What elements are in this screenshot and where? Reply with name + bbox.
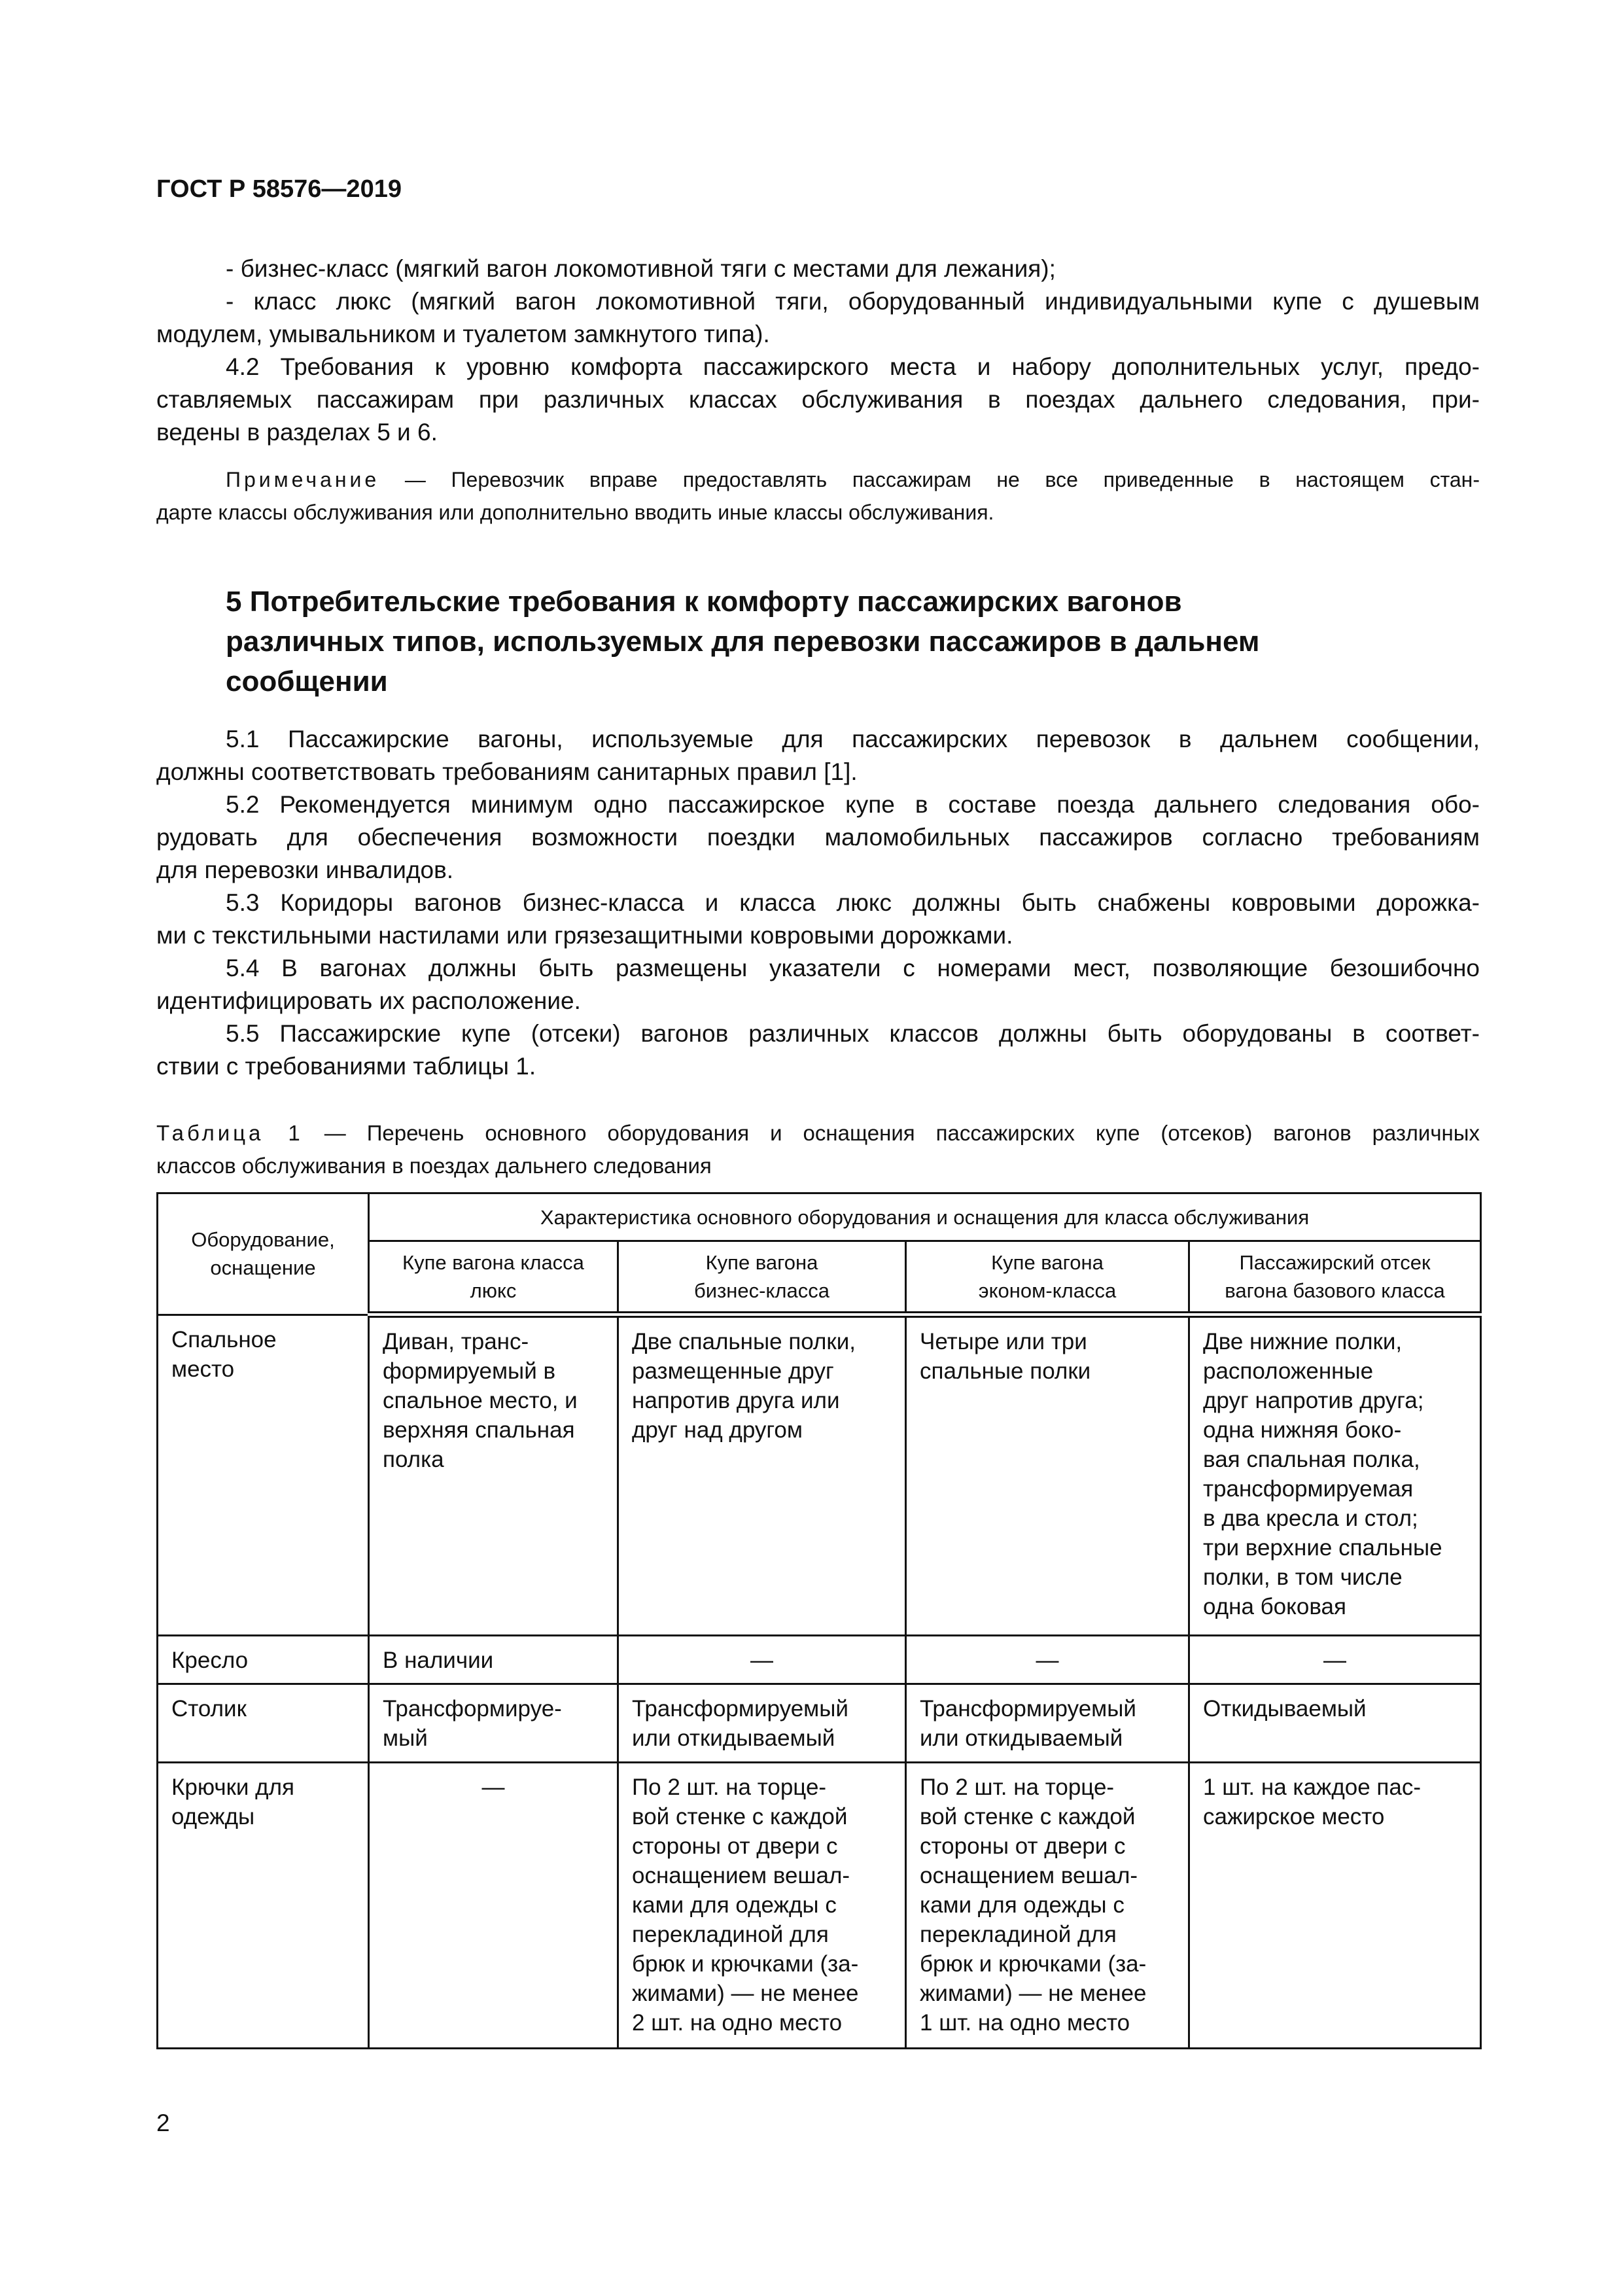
text-line: 5.2 Рекомендуется минимум одно пассажирское купе в составе поезда дальнего следования обо- [226, 791, 1480, 818]
text-line: 4.2 Требования к уровню комфорта пассажирского места и набору дополнительных услуг, предо- [226, 353, 1480, 380]
section-5-title [156, 582, 1480, 701]
document-header: ГОСТ Р 58576—2019 [156, 175, 402, 203]
text-line: ствии с требованиями таблицы 1. [156, 1053, 536, 1080]
table-cell: — [618, 1635, 906, 1684]
text-line: Таблица 1 — Перечень основного оборудования и оснащения пассажирских купе (отсеков) вагонов различных [156, 1121, 1480, 1145]
column-header: Пассажирский отсек вагона базового класса [1189, 1241, 1481, 1315]
caption-label: Таблица 1 [156, 1121, 304, 1145]
table-cell: По 2 шт. на торце- вой стенке с каждой стороны от двери с оснащением вешал- ками для одежды с перекладиной для брюк и крючками (за- жимами) — не менее 2 шт. на одно место [618, 1762, 906, 2048]
table-cell: По 2 шт. на торце- вой стенке с каждой стороны от двери с оснащением вешал- ками для одежды с перекладиной для брюк и крючками (за- жимами) — не менее 1 шт. на одно место [906, 1762, 1189, 2048]
column-header: Купе вагона бизнес-класса [618, 1241, 906, 1315]
table-cell: — [906, 1635, 1189, 1684]
table-cell: Трансформируемый или откидываемый [618, 1684, 906, 1762]
intro-text [156, 253, 1480, 449]
title-line: 5 Потребительские требования к комфорту пассажирских вагонов [226, 586, 1182, 618]
table-cell: Откидываемый [1189, 1684, 1481, 1762]
text-line: 5.1 Пассажирские вагоны, используемые для пассажирских перевозок в дальнем сообщении, [226, 726, 1480, 752]
text-line: 5.3 Коридоры вагонов бизнес-класса и класса люкс должны быть снабжены ковровыми дорожка- [226, 889, 1480, 916]
row-label: Крючки для одежды [158, 1762, 369, 2048]
title-line: различных типов, используемых для перевозки пассажиров в дальнем [226, 626, 1260, 658]
table-caption [156, 1117, 1480, 1182]
equipment-table [156, 1192, 1482, 2049]
table-row [158, 1635, 1481, 1684]
table-cell: Две нижние полки, расположенные друг напротив друга; одна нижняя боко- вая спальная полка, трансформируемая в два кресла и стол; три верхние спальные полки, в том числе одна боковая [1189, 1315, 1481, 1635]
note-label: Примечание [226, 468, 380, 491]
group-header: Характеристика основного оборудования и оснащения для класса обслуживания [369, 1193, 1481, 1241]
text-line: - бизнес-класс (мягкий вагон локомотивной тяги с местами для лежания); [226, 255, 1056, 282]
text-line: Примечание — Перевозчик вправе предоставлять пассажирам не все приведенные в настоящем стан- [226, 468, 1480, 491]
table-cell: В наличии [369, 1635, 618, 1684]
row-label: Столик [158, 1684, 369, 1762]
text-line: идентифицировать их расположение. [156, 987, 581, 1014]
text-line: для перевозки инвалидов. [156, 857, 454, 883]
table-row [158, 1762, 1481, 2048]
table-cell: Трансформируе- мый [369, 1684, 618, 1762]
text-line: классов обслуживания в поездах дальнего следования [156, 1154, 712, 1178]
text-line: ми с текстильными настилами или грязезащитными ковровыми дорожками. [156, 922, 1013, 949]
text-line: ставляемых пассажирам при различных классах обслуживания в поездах дальнего следования, при- [156, 386, 1480, 413]
table-row [158, 1684, 1481, 1762]
table-row [158, 1315, 1481, 1635]
text-line: рудовать для обеспечения возможности поездки маломобильных пассажиров согласно требованиям [156, 824, 1480, 851]
table-cell: 1 шт. на каждое пас- сажирское место [1189, 1762, 1481, 2048]
table-cell: — [1189, 1635, 1481, 1684]
note [156, 463, 1480, 529]
page-number: 2 [156, 2110, 170, 2136]
text-line: ведены в разделах 5 и 6. [156, 419, 438, 446]
text-line: - класс люкс (мягкий вагон локомотивной тяги, оборудованный индивидуальными купе с душевым [226, 288, 1480, 315]
title-line: сообщении [226, 665, 388, 698]
column-header-equipment: Оборудование, оснащение [158, 1193, 369, 1315]
header-row-1 [158, 1193, 1481, 1241]
row-label: Кресло [158, 1635, 369, 1684]
table-cell: Две спальные полки, размещенные друг напротив друга или друг над другом [618, 1315, 906, 1635]
text-line: модулем, умывальником и туалетом замкнутого типа). [156, 321, 770, 347]
section-5-paragraphs [156, 723, 1480, 1083]
column-header: Купе вагона класса люкс [369, 1241, 618, 1315]
table-cell: Четыре или три спальные полки [906, 1315, 1189, 1635]
table-cell: — [369, 1762, 618, 2048]
text-line: дарте классы обслуживания или дополнительно вводить иные классы обслуживания. [156, 501, 994, 524]
table-cell: Диван, транс- формируемый в спальное место, и верхняя спальная полка [369, 1315, 618, 1635]
text-line: 5.5 Пассажирские купе (отсеки) вагонов различных классов должны быть оборудованы в соответ- [226, 1020, 1480, 1047]
text-line: должны соответствовать требованиям санитарных правил [1]. [156, 758, 858, 785]
text-line: 5.4 В вагонах должны быть размещены указатели с номерами мест, позволяющие безошибочно [226, 955, 1480, 981]
column-header: Купе вагона эконом-класса [906, 1241, 1189, 1315]
row-label: Спальное место [158, 1315, 369, 1635]
table-cell: Трансформируемый или откидываемый [906, 1684, 1189, 1762]
